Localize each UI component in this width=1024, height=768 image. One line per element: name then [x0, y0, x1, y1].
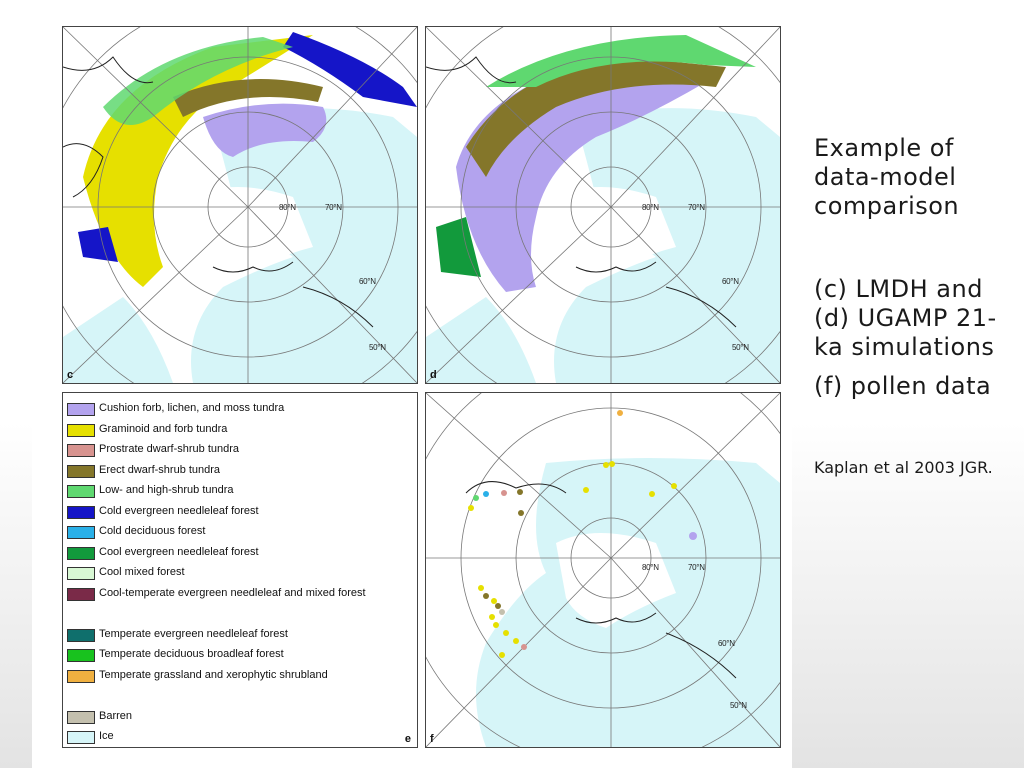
- ice-sheet-south: [63, 297, 173, 383]
- pollen-site: [499, 652, 505, 658]
- legend-item: [67, 502, 407, 523]
- legend-item: [67, 420, 407, 441]
- lat-label-60: 60°N: [722, 277, 739, 286]
- pollen-site: [495, 603, 501, 609]
- pollen-site: [493, 622, 499, 628]
- legend-panel: [62, 392, 418, 748]
- legend-label: Temperate evergreen needleleaf forest: [99, 627, 288, 640]
- lat-label-70: 70°N: [688, 563, 705, 572]
- lat-label-80: 80°N: [642, 203, 659, 212]
- legend-list: [67, 399, 407, 748]
- legend-label: Low- and high-shrub tundra: [99, 484, 234, 496]
- legend-swatch: [67, 731, 95, 744]
- pollen-site: [483, 593, 489, 599]
- legend-swatch: [67, 711, 95, 724]
- figure: [32, 0, 792, 768]
- panel-label-d: d: [430, 369, 437, 381]
- panel-label-f: f: [430, 733, 434, 745]
- legend-label: Temperate deciduous broadleaf forest: [99, 648, 284, 660]
- legend-swatch: [67, 588, 95, 601]
- map-panel-d: [425, 26, 781, 384]
- pollen-site: [489, 614, 495, 620]
- legend-item: [67, 666, 407, 707]
- legend-label: Barren: [99, 709, 133, 722]
- legend-item: [67, 461, 407, 482]
- caption: [814, 134, 1014, 494]
- map-f-graphic: [426, 393, 780, 747]
- legend-swatch: [67, 670, 95, 683]
- lat-label-50: 50°N: [369, 343, 386, 352]
- pollen-site: [609, 461, 615, 467]
- lat-label-70: 70°N: [325, 203, 342, 212]
- pollen-site: [689, 532, 697, 540]
- caption-reference: Kaplan et al 2003 JGR.: [814, 458, 993, 477]
- lat-label-60: 60°N: [718, 639, 735, 648]
- legend-item: [67, 440, 407, 461]
- legend-swatch: [67, 526, 95, 539]
- legend-item: [67, 707, 407, 728]
- legend-label: Cushion forb, lichen, and moss tundra: [99, 402, 285, 414]
- map-c-graphic: [63, 27, 417, 383]
- lat-label-60: 60°N: [359, 277, 376, 286]
- legend-label: Cool mixed forest: [99, 566, 185, 578]
- pollen-site: [518, 510, 524, 516]
- legend-label: Prostrate dwarf-shrub tundra: [99, 443, 240, 455]
- panel-label-c: c: [67, 369, 74, 381]
- legend-label: Ice: [99, 730, 114, 742]
- legend-swatch: [67, 485, 95, 498]
- pollen-site: [617, 410, 623, 416]
- legend-label: Temperate grassland and xerophytic shrubland: [99, 668, 328, 681]
- legend-swatch: [67, 424, 95, 437]
- pollen-site: [491, 598, 497, 604]
- legend-swatch: [67, 567, 95, 580]
- pollen-site: [517, 489, 523, 495]
- pollen-site: [513, 638, 519, 644]
- pollen-site: [649, 491, 655, 497]
- legend-item: [67, 584, 407, 625]
- legend-swatch: [67, 547, 95, 560]
- caption-simulations: (c) LMDH and (d) UGAMP 21-ka simulations: [814, 275, 997, 361]
- lat-label-50: 50°N: [732, 343, 749, 352]
- legend-label: Cool evergreen needleleaf forest: [99, 545, 259, 558]
- pollen-site: [483, 491, 489, 497]
- panel-label-e: e: [404, 733, 411, 745]
- pollen-site: [501, 490, 507, 496]
- legend-swatch: [67, 444, 95, 457]
- pollen-site: [473, 495, 479, 501]
- legend-item: [67, 481, 407, 502]
- map-panel-c: [62, 26, 418, 384]
- legend-label: Graminoid and forb tundra: [99, 422, 228, 435]
- caption-pollen: (f) pollen data: [814, 372, 992, 400]
- lat-label-70: 70°N: [688, 203, 705, 212]
- legend-item: [67, 543, 407, 564]
- legend-item: [67, 625, 407, 646]
- pollen-site: [503, 630, 509, 636]
- pollen-site: [468, 505, 474, 511]
- legend-item: [67, 399, 407, 420]
- map-panel-f: [425, 392, 781, 748]
- legend-item: [67, 563, 407, 584]
- legend-item: [67, 645, 407, 666]
- legend-label: Cold evergreen needleleaf forest: [99, 504, 259, 517]
- legend-swatch: [67, 649, 95, 662]
- lat-label-50: 50°N: [730, 701, 747, 710]
- pollen-site: [671, 483, 677, 489]
- legend-label: Cool-temperate evergreen needleleaf and mixed forest: [99, 586, 366, 599]
- caption-title: Example of data-model comparison: [814, 134, 960, 220]
- lat-label-80: 80°N: [279, 203, 296, 212]
- legend-swatch: [67, 465, 95, 478]
- ice-sheet-south: [426, 297, 536, 383]
- map-d-graphic: [426, 27, 780, 383]
- pollen-site: [478, 585, 484, 591]
- lat-label-80: 80°N: [642, 563, 659, 572]
- legend-swatch: [67, 506, 95, 519]
- pollen-site: [603, 462, 609, 468]
- legend-item: [67, 522, 407, 543]
- pollen-site: [499, 609, 505, 615]
- legend-item: [67, 727, 407, 748]
- legend-label: Erect dwarf-shrub tundra: [99, 463, 221, 476]
- legend-swatch: [67, 629, 95, 642]
- legend-swatch: [67, 403, 95, 416]
- pollen-site: [521, 644, 527, 650]
- legend-label: Cold deciduous forest: [99, 525, 206, 537]
- pollen-site: [583, 487, 589, 493]
